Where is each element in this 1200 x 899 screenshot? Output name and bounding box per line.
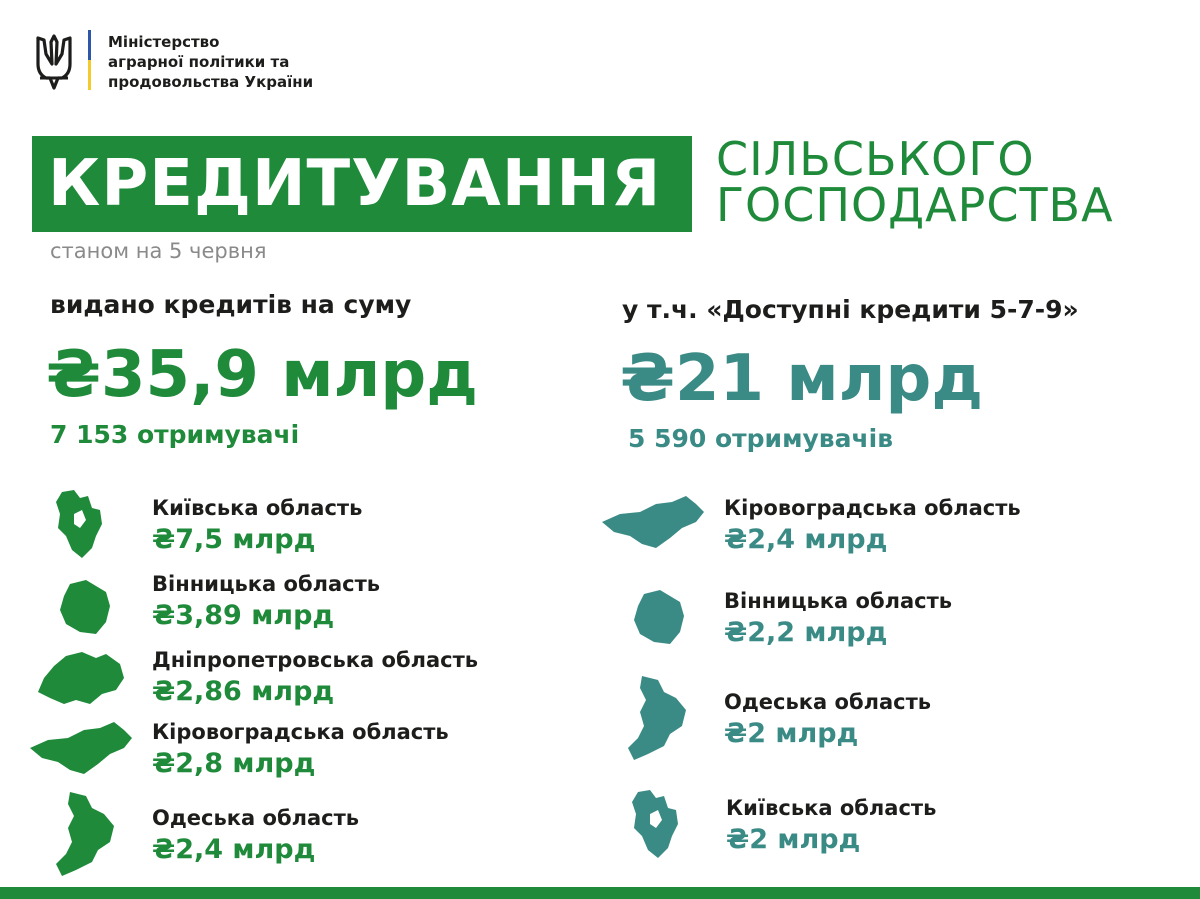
- kyiv-region-map-icon: [628, 788, 688, 860]
- right-region-1-value: ₴2,4 млрд: [724, 524, 888, 555]
- dnipro-region-map-icon: [36, 648, 128, 708]
- bottom-stripe: [0, 887, 1200, 899]
- right-region-1-name: Кіровоградська область: [724, 496, 1021, 520]
- left-region-3-name: Дніпропетровська область: [152, 648, 479, 672]
- date-label: станом на 5 червня: [50, 239, 267, 263]
- subtitle-line-2: ГОСПОДАРСТВА: [716, 178, 1114, 232]
- left-recipients: 7 153 отримувачі: [50, 420, 300, 449]
- vinnytsia-region-map-icon: [630, 588, 690, 648]
- title-box: [32, 136, 692, 232]
- right-amount: ₴21 млрд: [620, 342, 984, 416]
- right-region-2-value: ₴2,2 млрд: [724, 617, 888, 648]
- ministry-line-3: продовольства України: [108, 73, 314, 91]
- kirovohrad-region-map-icon: [28, 720, 134, 778]
- trident-icon: [34, 34, 74, 90]
- left-region-2-value: ₴3,89 млрд: [152, 600, 335, 631]
- left-region-5-name: Одеська область: [152, 806, 360, 830]
- kirovohrad-region-map-icon: [600, 494, 706, 552]
- subtitle: [716, 132, 1114, 232]
- left-region-2-name: Вінницька область: [152, 572, 381, 596]
- ministry-line-2: аграрної політики та: [108, 53, 290, 71]
- left-region-4-name: Кіровоградська область: [152, 720, 449, 744]
- right-region-4-name: Київська область: [726, 796, 937, 820]
- page-title: КРЕДИТУВАННЯ: [48, 147, 662, 221]
- odesa-region-map-icon: [52, 790, 122, 878]
- left-region-3-value: ₴2,86 млрд: [152, 676, 335, 707]
- right-label: у т.ч. «Доступні кредити 5-7-9»: [622, 295, 1079, 324]
- right-region-3-name: Одеська область: [724, 690, 932, 714]
- left-region-5-value: ₴2,4 млрд: [152, 834, 316, 865]
- right-region-2-name: Вінницька область: [724, 589, 953, 613]
- flag-bar: [88, 30, 91, 90]
- left-region-4-value: ₴2,8 млрд: [152, 748, 316, 779]
- left-region-1-name: Київська область: [152, 496, 363, 520]
- kyiv-region-map-icon: [52, 488, 112, 560]
- left-amount: ₴35,9 млрд: [46, 338, 478, 412]
- ministry-line-1: Міністерство: [108, 33, 220, 51]
- right-region-4-value: ₴2 млрд: [726, 824, 861, 855]
- right-recipients: 5 590 отримувачів: [628, 424, 894, 453]
- odesa-region-map-icon: [624, 674, 694, 762]
- right-region-3-value: ₴2 млрд: [724, 718, 859, 749]
- left-label: видано кредитів на суму: [50, 290, 412, 319]
- subtitle-line-1: СІЛЬСЬКОГО: [716, 132, 1035, 186]
- left-region-1-value: ₴7,5 млрд: [152, 524, 316, 555]
- vinnytsia-region-map-icon: [56, 578, 116, 638]
- ministry-name: [108, 32, 313, 92]
